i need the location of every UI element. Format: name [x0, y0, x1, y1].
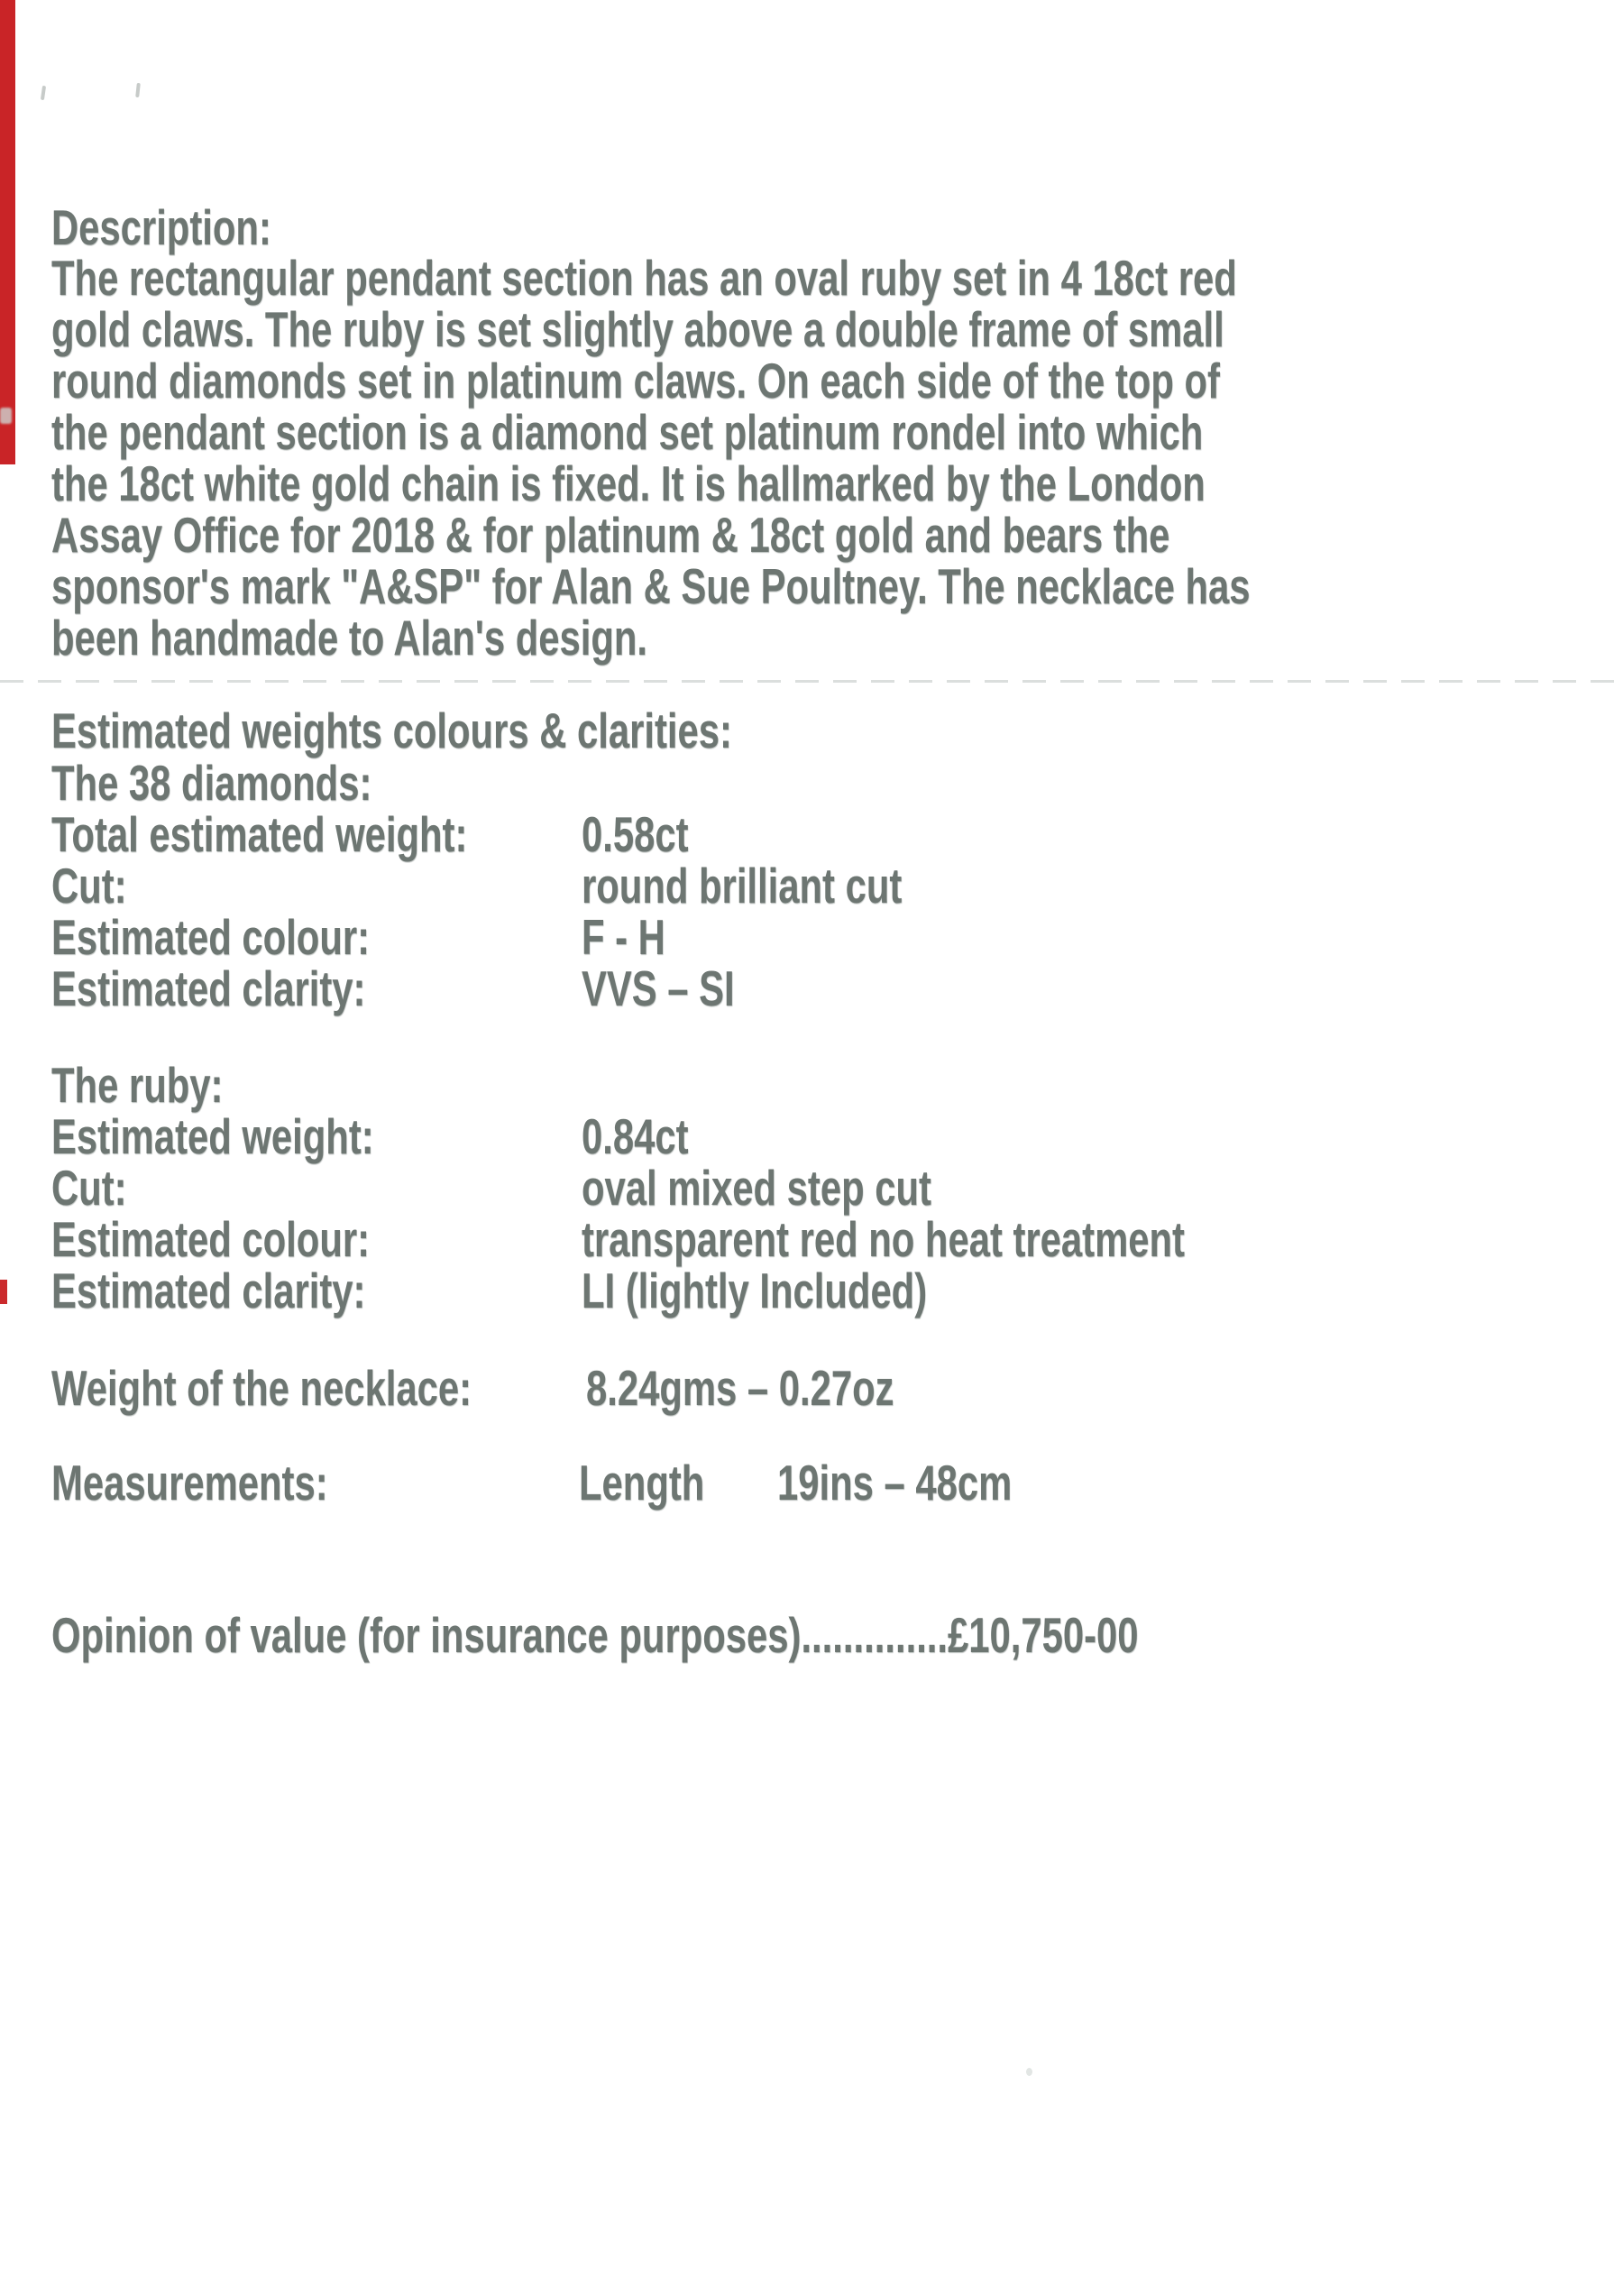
row-label: Estimated clarity:: [51, 1263, 366, 1318]
scan-artifact-smudge: [0, 408, 12, 424]
scan-artifact-red-bar: [0, 0, 15, 464]
row-value: 0.58ct: [582, 806, 689, 862]
row-label: Estimated weight:: [51, 1108, 374, 1164]
scan-artifact-tick-1: [41, 86, 46, 100]
valuation-line: Opinion of value (for insurance purposes)..............£10,750-00: [51, 1607, 1139, 1663]
row-label: Total estimated weight:: [51, 806, 468, 862]
row-label: Cut:: [51, 1160, 127, 1216]
row-value: 0.84ct: [582, 1108, 689, 1164]
row-label: Estimated clarity:: [51, 960, 366, 1016]
description-heading: Description:: [51, 199, 271, 255]
scan-artifact-speck: [1026, 2068, 1032, 2076]
diamonds-subheading: The 38 diamonds:: [51, 755, 372, 811]
description-line-8: been handmade to Alan's design.: [51, 610, 648, 666]
measurement-dimension: Length: [579, 1455, 705, 1511]
row-label: Measurements:: [51, 1455, 328, 1511]
row-value: 8.24gms – 0.27oz: [586, 1360, 894, 1416]
weights-section-heading: Estimated weights colours & clarities:: [51, 703, 732, 758]
row-value: oval mixed step cut: [582, 1160, 931, 1216]
row-value: F - H: [582, 909, 665, 965]
row-label: Estimated colour:: [51, 1211, 371, 1267]
row-value: transparent red no heat treatment: [582, 1211, 1185, 1267]
row-label: Estimated colour:: [51, 909, 371, 965]
scan-artifact-dashed-line: [0, 680, 1623, 683]
scan-artifact-red-tick: [0, 1280, 7, 1304]
row-value: LI (lightly Included): [582, 1263, 928, 1318]
description-line-6: Assay Office for 2018 & for platinum & 18ct gold and bears the: [51, 507, 1170, 563]
description-line-1: The rectangular pendant section has an oval ruby set in 4 18ct red: [51, 250, 1237, 306]
row-label: Weight of the necklace:: [51, 1360, 472, 1416]
description-line-7: sponsor's mark "A&SP" for Alan & Sue Poultney. The necklace has: [51, 558, 1251, 614]
description-line-3: round diamonds set in platinum claws. On each side of the top of: [51, 353, 1220, 409]
description-line-4: the pendant section is a diamond set platinum rondel into which: [51, 404, 1204, 460]
ruby-section-heading: The ruby:: [51, 1057, 224, 1113]
row-value: round brilliant cut: [582, 858, 903, 914]
row-value: VVS – SI: [582, 960, 735, 1016]
row-label: Cut:: [51, 858, 127, 914]
description-line-5: the 18ct white gold chain is fixed. It is hallmarked by the London: [51, 455, 1206, 511]
description-line-2: gold claws. The ruby is set slightly above a double frame of small: [51, 301, 1224, 357]
scan-artifact-tick-2: [135, 83, 141, 97]
measurement-value: 19ins – 48cm: [777, 1455, 1013, 1511]
